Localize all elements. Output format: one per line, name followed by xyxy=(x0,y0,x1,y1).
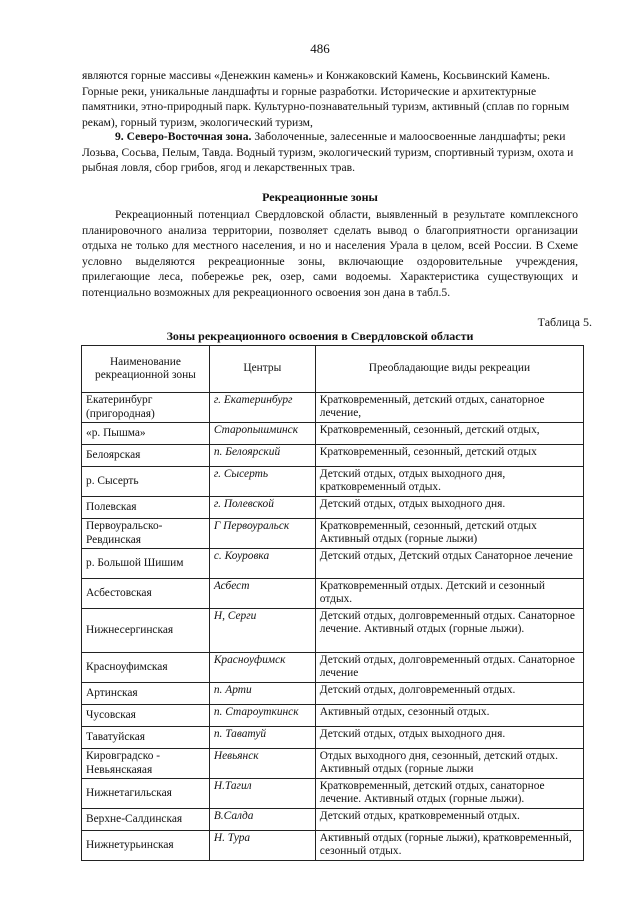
table-row xyxy=(82,549,584,579)
table-row xyxy=(82,653,584,683)
center-cell: п. Белоярский xyxy=(209,445,315,467)
table-row xyxy=(82,579,584,609)
zone-cell: Полевская xyxy=(82,497,210,519)
table-row xyxy=(82,749,584,779)
types-cell: Кратковременный отдых. Детский и сезонный отдых. xyxy=(315,579,583,609)
zone-cell: Чусовская xyxy=(82,705,210,727)
center-cell: Невьянск xyxy=(209,749,315,779)
center-cell: Н. Тура xyxy=(209,831,315,861)
table-row xyxy=(82,809,584,831)
types-cell: Кратковременный, детский отдых, санаторное лечение. Активный отдых (горные лыжи). xyxy=(315,779,583,809)
zone-cell: Кировградско - Невьянскаяая xyxy=(82,749,210,779)
recreation-zones-table xyxy=(81,345,584,861)
types-cell: Детский отдых, долговременный отдых. Санаторное лечение. Активный отдых (горные лыжи). xyxy=(315,609,583,653)
types-cell: Детский отдых, кратковременный отдых. xyxy=(315,809,583,831)
types-cell: Активный отдых (горные лыжи), кратковременный, сезонный отдых. xyxy=(315,831,583,861)
table-row xyxy=(82,683,584,705)
table-row xyxy=(82,705,584,727)
center-cell: п. Таватуй xyxy=(209,727,315,749)
zone-cell: Белоярская xyxy=(82,445,210,467)
types-cell: Кратковременный, сезонный, детский отдых, xyxy=(315,423,583,445)
center-cell: Н, Серги xyxy=(209,609,315,653)
types-cell: Отдых выходного дня, сезонный, детский отдых. Активный отдых (горные лыжи xyxy=(315,749,583,779)
zone-cell: Асбестовская xyxy=(82,579,210,609)
intro-paragraph: являются горные массивы «Денежкин камень» и Конжаковский Камень, Косьвинский Камень. Горные реки, уникальные ландшафты и горные разработки. Исторические и архитектурные памятники, этно-природный парк. Культурно-познавательный туризм, активный (сплав по горным рекам), горный туризм, экологический туризм, xyxy=(82,69,570,129)
types-cell: Детский отдых, долговременный отдых. Санаторное лечение xyxy=(315,653,583,683)
types-cell: Кратковременный, сезонный, детский отдых xyxy=(315,445,583,467)
center-cell: п. Арти xyxy=(209,683,315,705)
center-cell: п. Староуткинск xyxy=(209,705,315,727)
center-cell: г. Екатеринбург xyxy=(209,393,315,423)
types-cell: Детский отдых, отдых выходного дня. xyxy=(315,497,583,519)
table-title: Зоны рекреационного освоения в Свердловской области xyxy=(166,329,474,343)
zone-cell: Таватуйская xyxy=(82,727,210,749)
table-row xyxy=(82,779,584,809)
zone-9-title: 9. Северо-Восточная зона. xyxy=(115,130,252,143)
table-row xyxy=(82,445,584,467)
center-cell: г. Сысерть xyxy=(209,467,315,497)
section-paragraph: Рекреационный потенциал Свердловской области, выявленный в результате комплексного планировочного анализа территории, позволяет сделать вывод о благоприятности организации отдыха не только для местного населения, и но и населения Урала в целом, всей России. В Схеме условно выделяются рекреационные зоны, включающие оздоровительные учреждения, прилегающие леса, побережье рек, озер, сами водоемы. Характеристика существующих и потенциально возможных для рекреационного освоения зон дана в табл.5. xyxy=(82,208,578,299)
table-row xyxy=(82,423,584,445)
center-cell: Старопышминск xyxy=(209,423,315,445)
table-row xyxy=(82,609,584,653)
table-row xyxy=(82,727,584,749)
types-cell: Кратковременный, детский отдых, санаторное лечение, xyxy=(315,393,583,423)
types-cell: Детский отдых, отдых выходного дня, кратковременный отдых. xyxy=(315,467,583,497)
zone-9-text: Заболоченные, залесенные и малоосвоенные ландшафты; реки Лозьва, Сосьва, Пелым, Тавда. Водный туризм, экологический туризм, спортивный туризм, охота и рыбная ловля, сбор грибов, ягод и лекарственных трав. xyxy=(82,130,574,175)
header-zone: Наименование рекреационной зоны xyxy=(82,346,210,393)
header-centers: Центры xyxy=(209,346,315,393)
zone-cell: Екатеринбург (пригородная) xyxy=(82,393,210,423)
types-cell: Детский отдых, долговременный отдых. xyxy=(315,683,583,705)
table-row xyxy=(82,467,584,497)
zone-cell: «р. Пышма» xyxy=(82,423,210,445)
table-row xyxy=(82,519,584,549)
table-header-row xyxy=(82,346,584,393)
zone-cell: Нижнесергинская xyxy=(82,609,210,653)
zone-cell: р. Большой Шишим xyxy=(82,549,210,579)
center-cell: Г Первоуральск xyxy=(209,519,315,549)
zone-cell: Нижнетагильская xyxy=(82,779,210,809)
table-row xyxy=(82,497,584,519)
table-row xyxy=(82,393,584,423)
types-cell: Детский отдых, отдых выходного дня. xyxy=(315,727,583,749)
types-cell: Активный отдых, сезонный отдых. xyxy=(315,705,583,727)
table-body xyxy=(82,393,584,861)
types-cell: Детский отдых, Детский отдых Санаторное лечение xyxy=(315,549,583,579)
center-cell: Красноуфимск xyxy=(209,653,315,683)
types-cell: Кратковременный, сезонный, детский отдых Активный отдых (горные лыжи) xyxy=(315,519,583,549)
header-recreation-types: Преобладающие виды рекреации xyxy=(315,346,583,393)
page-number: 486 xyxy=(310,41,330,56)
zone-9-paragraph xyxy=(82,129,578,176)
table-number: Таблица 5. xyxy=(537,315,592,329)
center-cell: В.Салда xyxy=(209,809,315,831)
section-heading: Рекреационные зоны xyxy=(262,190,378,204)
zone-cell: Верхне-Салдинская xyxy=(82,809,210,831)
center-cell: с. Коуровка xyxy=(209,549,315,579)
zone-cell: Нижнетурьинская xyxy=(82,831,210,861)
center-cell: Н.Тагил xyxy=(209,779,315,809)
zone-cell: Артинская xyxy=(82,683,210,705)
table-row xyxy=(82,831,584,861)
zone-cell: р. Сысерть xyxy=(82,467,210,497)
center-cell: г. Полевской xyxy=(209,497,315,519)
zone-cell: Первоуральско-Ревдинская xyxy=(82,519,210,549)
center-cell: Асбест xyxy=(209,579,315,609)
zone-cell: Красноуфимская xyxy=(82,653,210,683)
